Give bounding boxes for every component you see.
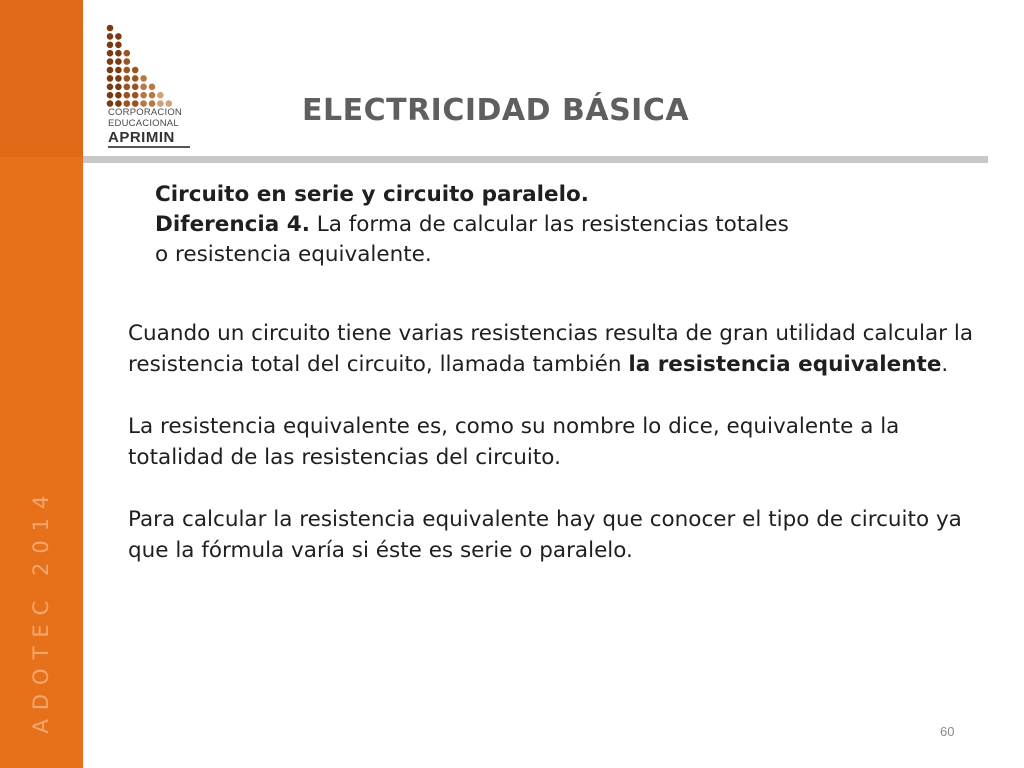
logo-dot	[149, 100, 156, 107]
logo-dot	[124, 50, 131, 57]
body-paragraph-3: Para calcular la resistencia equivalente hay que conocer el tipo de circuito ya que la fórmula varía si éste es serie o paralelo.	[128, 507, 962, 563]
logo-line-1: CORPORACION	[108, 107, 182, 118]
subheading-line-3: o resistencia equivalente.	[155, 242, 432, 267]
body-paragraph-1-text: Cuando un circuito tiene varias resistencias resulta de gran utilidad calcular la resistencia total del circuito, llamada también	[128, 321, 973, 377]
logo-dot	[132, 67, 139, 74]
logo-dots-icon	[106, 24, 202, 108]
sidebar-header-block	[0, 0, 83, 157]
logo-dot	[115, 92, 122, 99]
logo-dot	[140, 92, 147, 99]
subheading-line-2	[155, 210, 955, 240]
logo-dot	[132, 84, 139, 91]
logo-dot	[124, 67, 131, 74]
logo-text	[108, 108, 204, 148]
logo-dot	[115, 67, 122, 74]
logo-dot	[132, 92, 139, 99]
logo-dot	[107, 84, 114, 91]
logo-dot	[124, 100, 131, 107]
logo-dot	[149, 84, 156, 91]
logo-dot	[157, 92, 164, 99]
body-paragraph-1-end: .	[941, 352, 949, 377]
body-paragraph-1-emphasis: la resistencia equivalente	[628, 352, 942, 377]
logo-line-3: APRIMIN	[108, 130, 190, 148]
body-paragraph-2: La resistencia equivalente es, como su nombre lo dice, equivalente a la totalidad de las resistencias del circuito.	[128, 414, 900, 470]
sidebar	[0, 0, 83, 768]
page-title: ELECTRICIDAD BÁSICA	[302, 93, 690, 128]
logo-dot	[132, 75, 139, 82]
logo-dot	[124, 84, 131, 91]
logo-dot	[107, 42, 114, 49]
logo-dot	[166, 100, 173, 107]
logo-dot	[115, 100, 122, 107]
logo-dot	[140, 75, 147, 82]
logo-dot	[132, 100, 139, 107]
subheading-line-1: Circuito en serie y circuito paralelo.	[155, 182, 589, 207]
body-text	[128, 318, 988, 597]
logo-dot	[107, 33, 114, 40]
logo-dot	[115, 58, 122, 65]
logo-dot	[107, 58, 114, 65]
logo-dot	[107, 67, 114, 74]
logo-dot	[157, 100, 164, 107]
logo-dot	[140, 100, 147, 107]
logo-dot	[107, 25, 114, 32]
page-number: 60	[940, 724, 955, 739]
logo-dot	[115, 33, 122, 40]
logo-dot	[107, 75, 114, 82]
logo-line-2: EDUCACIONAL	[108, 117, 179, 129]
subheading	[155, 180, 955, 270]
subheading-label: Diferencia 4.	[155, 212, 310, 237]
logo-dot	[107, 50, 114, 57]
logo-dot	[124, 75, 131, 82]
logo-dot	[140, 84, 147, 91]
logo-dot	[115, 84, 122, 91]
logo-dot	[107, 100, 114, 107]
logo-dot	[115, 50, 122, 57]
subheading-line-2-text: La forma de calcular las resistencias totales	[309, 212, 789, 237]
body-paragraph-1	[128, 318, 988, 380]
header-divider	[83, 156, 988, 163]
logo-dot	[115, 42, 122, 49]
logo	[106, 24, 202, 150]
logo-dot	[124, 92, 131, 99]
sidebar-brand-text: ADOTEC 2014	[29, 486, 53, 734]
logo-dot	[124, 58, 131, 65]
logo-dot	[107, 92, 114, 99]
logo-dot	[149, 92, 156, 99]
logo-dot	[115, 75, 122, 82]
